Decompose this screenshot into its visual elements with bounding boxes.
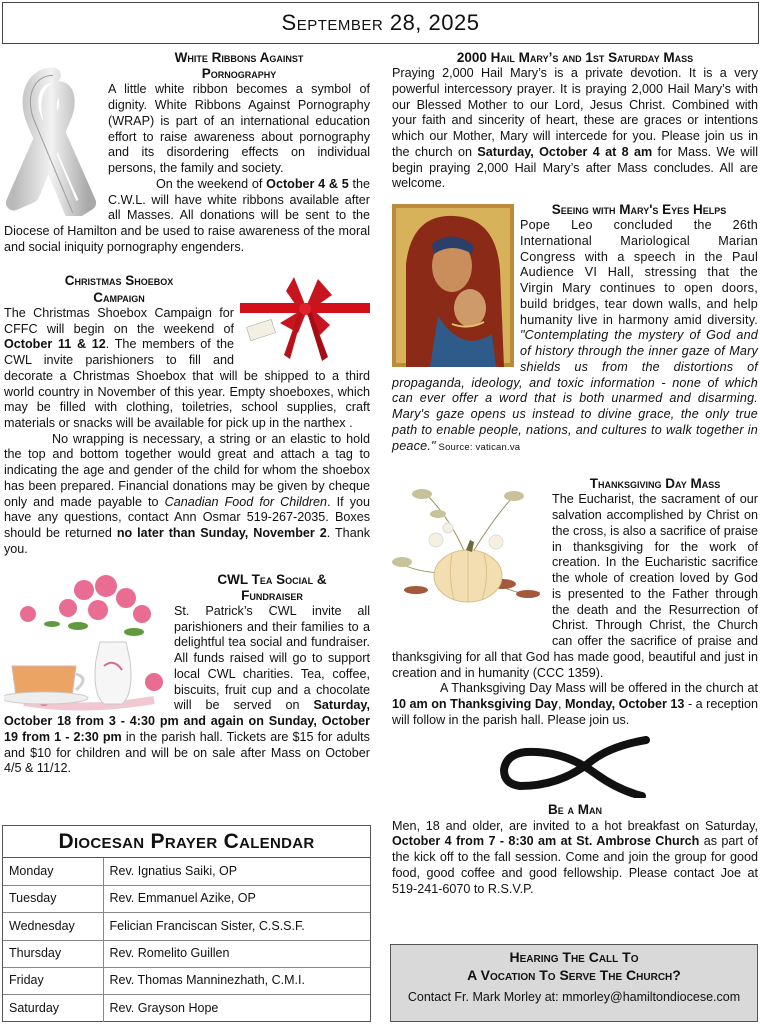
diocesan-prayer-calendar bbox=[2, 825, 371, 1022]
day-cell: Thursday bbox=[3, 940, 103, 967]
marys-eyes-quote: "Contemplating the mystery of God and of history through the inner gaze of Mary shields us from the distortions of propaganda, ideology, and toxic information - none of which can ever offer a word that is both unarmed and disarming. Mary's gaze opens us instead to divine grace, the only true path to enable people, nations, and cultures to walk together in peace." bbox=[392, 328, 758, 453]
shoebox-title: Christmas Shoebox Campaign bbox=[64, 273, 174, 305]
tea-article bbox=[4, 572, 370, 777]
wrap-article bbox=[4, 50, 370, 255]
prayer-calendar-table bbox=[3, 858, 370, 1022]
day-cell: Saturday bbox=[3, 995, 103, 1022]
table-row bbox=[3, 913, 370, 940]
be-a-man-title: Be a Man bbox=[548, 802, 602, 818]
tea-and-roses-image bbox=[4, 574, 166, 712]
name-cell: Rev. Grayson Hope bbox=[103, 995, 370, 1022]
day-cell: Tuesday bbox=[3, 885, 103, 912]
pumpkin-bouquet-image bbox=[392, 480, 544, 636]
day-cell: Wednesday bbox=[3, 913, 103, 940]
day-cell: Friday bbox=[3, 968, 103, 995]
be-a-man-paragraph: Men, 18 and older, are invited to a hot breakfast on Saturday, October 4 from 7 - 8:30 am at St. Ambrose Church as part of the kick off to the fall session. Come and join the group for good food, good coffee and good fellowship. Please contact Joe at 519-241-6070 to R.S.V.P. bbox=[392, 818, 758, 896]
shoebox-paragraph-2: No wrapping is necessary, a string or an elastic to hold the top and bottom together would great and attach a tag to indicating the age and gender of the child for whom the shoebox has been prepared. Financial donations may be given by cheque only and made payable to Canadian Food for Children. If you have any questions, contact Ann Osmar 519-267-2035. Boxes should be returned no later than Sunday, November 2. Thank you. bbox=[4, 431, 370, 556]
shoebox-paragraph-1: The Christmas Shoebox Campaign for CFFC will begin on the weekend of October 11 & 12. The members of the CWL invite parishioners to fill and decorate a Christmas Shoebox that will be shipped to a third world country in November of this year. Empty shoeboxes, which may be filled with clothing, toiletries, school supplies, craft materials or snacks will be available for pick up in the narthex . bbox=[4, 305, 370, 430]
vocation-callout bbox=[390, 944, 758, 1022]
thanksgiving-paragraph-1: The Eucharist, the sacrament of our salvation accomplished by Christ on the cross, is also a sacrifice of praise in thanksgiving for the work of creation. In the Eucharistic sacrifice the whole of creation loved by God is presented to the Father through the death and the Resurrection of Christ. Through Christ, the Church can offer the sacrifice of praise and thanksgiving for all that God has made good, beautiful and just in creation and in humanity (CCC 1359). bbox=[392, 492, 758, 680]
name-cell: Rev. Emmanuel Azike, OP bbox=[103, 885, 370, 912]
be-a-man-article bbox=[392, 802, 758, 897]
table-row bbox=[3, 940, 370, 967]
hail-mary-title: 2000 Hail Mary’s and 1st Saturday Mass bbox=[456, 50, 694, 65]
tea-title: CWL Tea Social & Fundraiser bbox=[217, 571, 327, 603]
left-column bbox=[4, 50, 370, 777]
marys-eyes-title: Seeing with Mary's Eyes Helps bbox=[551, 202, 727, 218]
name-cell: Rev. Ignatius Saiki, OP bbox=[109, 863, 238, 878]
table-row bbox=[3, 885, 370, 912]
hail-mary-paragraph: Praying 2,000 Hail Mary’s is a private devotion. It is a very powerful intercessory prayer. It is praying 2,000 Hail Mary’s with our Blessed Mother to our Lord, Jesus Christ. Combined with your faith and sincerity of heart, these are graces or intentions which our Mother, Mary will intercede for you. Please join us in the church on Saturday, October 4 at 8 am for Mass. We will begin praying 2,000 Hail Mary’s after Mass concludes. All are welcome. bbox=[392, 66, 758, 191]
shoebox-article bbox=[4, 273, 370, 557]
marys-eyes-paragraph: Pope Leo concluded the 26th International Mariological Marian Congress with a speech in the Paul Audience VI Hall, stressing that the Virgin Mary continues to open doors, build bridges, tear down walls, and help humanity live in harmony amid diversity. "Contemplating the mystery of God and of history through the inner gaze of Mary shields us from the distortions of propaganda, ideology, and toxic information - none of which can ever offer a word that is both unarmed and disarming. Mary's gaze opens us instead to divine grace, the only true path to enable people, nations, and cultures to walk together in peace." Source: vatican.va bbox=[392, 218, 758, 453]
table-row bbox=[3, 858, 370, 885]
page-date-header: September 28, 2025 bbox=[2, 2, 759, 44]
marys-eyes-source: Source: vatican.va bbox=[435, 441, 521, 453]
right-column bbox=[392, 50, 758, 897]
table-row bbox=[3, 968, 370, 995]
tea-paragraph-1: St. Patrick’s CWL invite all parishioners and their families to a delightful tea social and fundraiser. All funds raised will go to support local CWL charities. Tea, coffee, biscuits, fruit cup and a chocolate will be served on Saturday, October 18 from 3 - 4:30 pm and again on Sunday, October 19 from 1 - 2:30 pm in the parish hall. Tickets are $15 for adults and $10 for children and will be on sale after Mass on October 4/5 & 11/12. bbox=[4, 603, 370, 776]
vocation-contact: Contact Fr. Mark Morley at: mmorley@hamiltondiocese.com bbox=[407, 990, 741, 1004]
madonna-icon-image bbox=[392, 204, 514, 367]
wrap-title: White Ribbons Against Pornography bbox=[174, 50, 304, 82]
thanksgiving-paragraph-2: A Thanksgiving Day Mass will be offered in the church at 10 am on Thanksgiving Day, Monday, October 13 - a reception will follow in the parish hall. Please join us. bbox=[392, 681, 758, 727]
table-row bbox=[3, 995, 370, 1022]
thanksgiving-article bbox=[392, 476, 758, 728]
thanksgiving-title: Thanksgiving Day Mass bbox=[589, 476, 721, 492]
hail-mary-article bbox=[392, 50, 758, 192]
red-bow-gift-icon bbox=[240, 273, 370, 361]
ichthys-fish-icon bbox=[500, 736, 650, 798]
marys-eyes-article bbox=[392, 202, 758, 454]
white-ribbon-icon bbox=[4, 66, 102, 216]
wrap-paragraph-2: On the weekend of October 4 & 5 the C.W.L. will have white ribbons available after all Masses. All donations will be sent to the Diocese of Hamilton and be used to raise awareness of the moral and social iniquity pornography engenders. bbox=[4, 176, 370, 254]
prayer-calendar-title: Diocesan Prayer Calendar bbox=[3, 826, 370, 858]
name-cell: Rev. Romelito Guillen bbox=[103, 940, 370, 967]
vocation-title: Hearing The Call To A Vocation To Serve The Church? bbox=[467, 949, 681, 983]
day-cell: Monday bbox=[3, 858, 103, 885]
name-cell: Felician Franciscan Sister, C.S.S.F. bbox=[103, 913, 370, 940]
wrap-paragraph-1: A little white ribbon becomes a symbol of dignity. White Ribbons Against Pornography (WRAP) is part of an international education effort to raise awareness about pornography and its disordering effects on individual persons, the family and society. bbox=[108, 82, 370, 176]
name-cell: Rev. Thomas Manninezhath, C.M.I. bbox=[103, 968, 370, 995]
